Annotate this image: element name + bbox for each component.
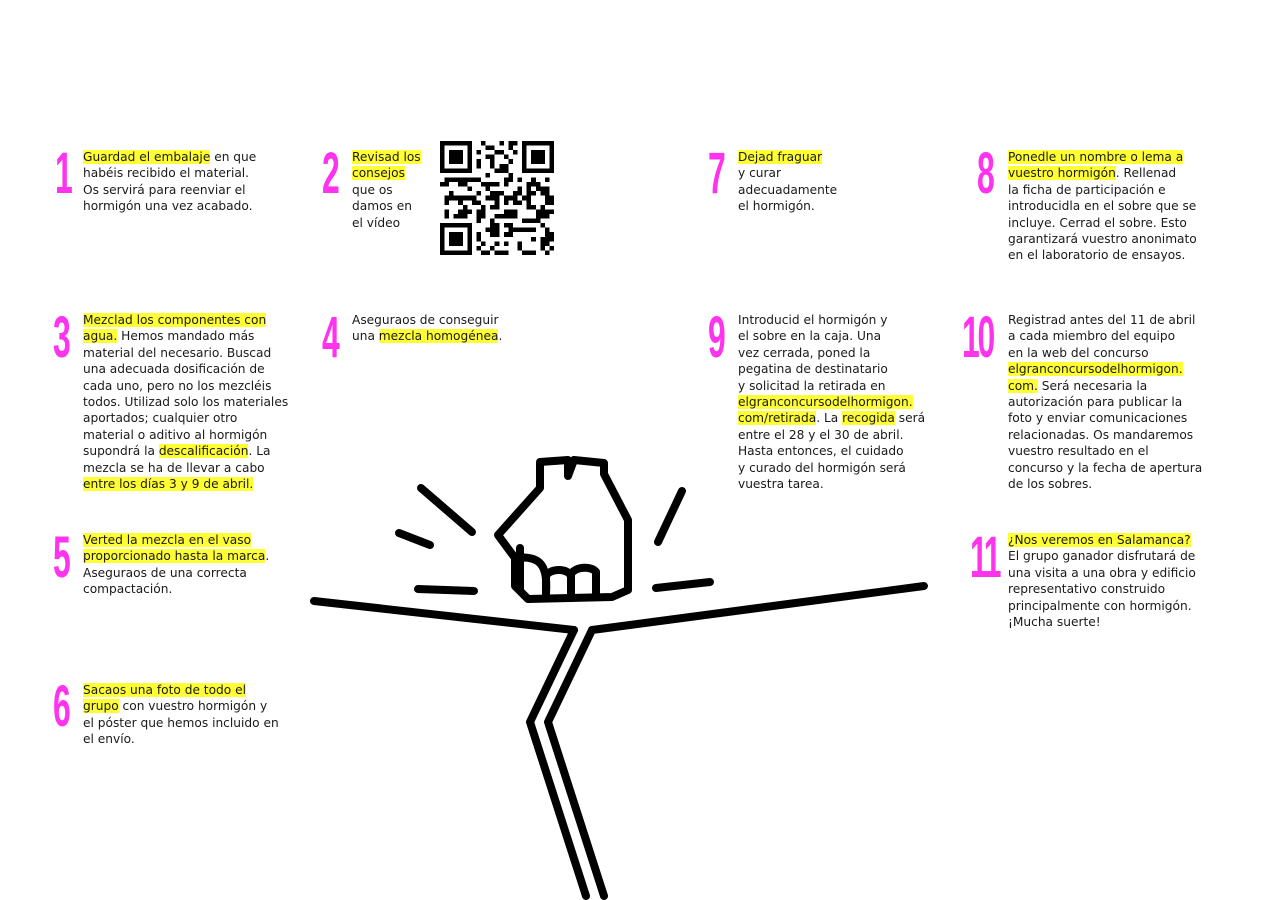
step-text-3: Mezclad los componentes con agua. Hemos mandado más material del necesario. Buscad una adecuada dosificación de cada uno, pero no los mezcléis todos. Utilizad solo los materiales aportados; cualquier otro material o aditivo al hormigón supondrá la descalificación. La mezcla se ha de llevar a cabo entre los días 3 y 9 de abril. (83, 313, 289, 492)
step-number-5: 5 (53, 525, 69, 590)
step-text-8: Ponedle un nombre o lema a vuestro hormigón. Rellenad la ficha de participación e introducidla en el sobre que se incluye. Cerrad el sobre. Esto garantizará vuestro anonimato en el laboratorio de ensayos. (1008, 150, 1197, 263)
step-number-11: 11 (970, 525, 1000, 590)
step-text-9: Introducid el hormigón y el sobre en la caja. Una vez cerrada, poned la pegatina de destinatario y solicitad la retirada en elgranconcursodelhormigon. com/retirada. La recogida será entre el 28 y el 30 de abril. Hasta entonces, el cuidado y curado del hormigón será vuestra tarea. (738, 313, 926, 492)
step-number-8: 8 (977, 141, 993, 206)
step-text-2: Revisad los consejos que os damos en el vídeo (352, 150, 421, 230)
step-text-10: Registrad antes del 11 de abril a cada miembro del equipo en la web del concurso elgranconcursodelhormigon. com. Será necesaria la autorización para publicar la foto y enviar comunicaciones relacionadas. Os mandaremos vuestro resultado en el concurso y la fecha de apertura de los sobres. (1008, 313, 1203, 492)
step-number-4: 4 (322, 305, 338, 370)
step-text-1: Guardad el embalaje en que habéis recibido el material. Os servirá para reenviar el hormigón una vez acabado. (83, 150, 257, 214)
step-text-6: Sacaos una foto de todo el grupo con vuestro hormigón y el póster que hemos incluido en el envío. (83, 683, 279, 747)
step-text-4: Aseguraos de conseguir una mezcla homogénea. (352, 313, 503, 344)
step-number-2: 2 (322, 141, 338, 206)
step-text-11: ¿Nos veremos en Salamanca? El grupo ganador disfrutará de una visita a una obra y edificio representativo construido principalmente con hormigón. ¡Mucha suerte! (1008, 533, 1196, 630)
step-number-1: 1 (55, 141, 71, 206)
step-text-5: Verted la mezcla en el vaso proporcionado hasta la marca. Aseguraos de una correcta compactación. (83, 533, 270, 597)
step-number-7: 7 (708, 141, 724, 206)
qr-code-icon (440, 141, 554, 255)
step-number-9: 9 (708, 305, 724, 370)
step-number-6: 6 (53, 674, 69, 739)
step-number-10: 10 (962, 305, 994, 370)
step-number-3: 3 (53, 305, 69, 370)
step-text-7: Dejad fraguar y curar adecuadamente el hormigón. (738, 150, 838, 214)
